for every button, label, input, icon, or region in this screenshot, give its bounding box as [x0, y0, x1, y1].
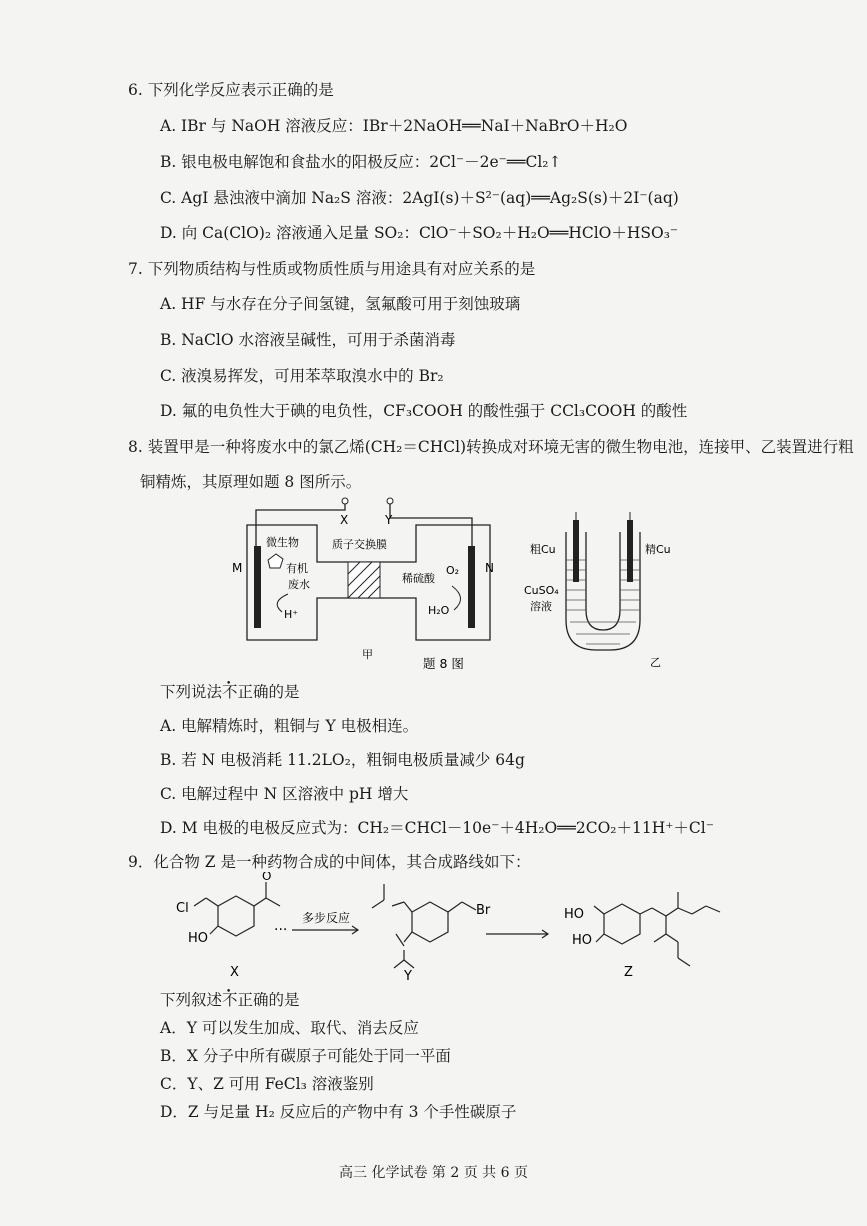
molecule-y-ring: [412, 902, 448, 942]
label-pure-cu: 精Cu: [645, 543, 671, 556]
page-footer: 高三 化学试卷 第 2 页 共 6 页: [339, 1165, 528, 1181]
reaction-arrow-right-icon: [452, 586, 461, 610]
q9-stem: 9．化合物 Z 是一种药物合成的中间体，其合成路线如下：: [128, 853, 531, 871]
label-br: Br: [476, 903, 491, 918]
q6-option-d: D. 向 Ca(ClO)₂ 溶液通入足量 SO₂：ClO⁻＋SO₂＋H₂O══HClO＋HSO₃⁻: [160, 224, 679, 242]
label-m: M: [232, 561, 243, 575]
label-membrane: 质子交换膜: [332, 538, 387, 551]
q8-stem-line2: 铜精炼，其原理如题 8 图所示。: [140, 473, 362, 491]
q7-option-b: B. NaClO 水溶液呈碱性，可用于杀菌消毒: [160, 331, 456, 349]
q8-option-a: A. 电解精炼时，粗铜与 Y 电极相连。: [160, 717, 419, 735]
label-crude-cu: 粗Cu: [530, 543, 556, 556]
label-x-compound: X: [230, 965, 239, 980]
arrow-label: 多步反应: [302, 911, 351, 925]
terminal-y: [387, 498, 393, 504]
label-microbe: 微生物: [266, 536, 299, 549]
dots: ···: [274, 922, 288, 938]
label-ho-z2: HO: [572, 933, 593, 948]
q8-ask: [160, 682, 300, 702]
label-solution: 溶液: [530, 600, 552, 613]
microbe-icon: [268, 554, 283, 568]
q8-figure: [0, 490, 867, 680]
terminal-x: [342, 498, 348, 504]
molecule-x-ring: [218, 896, 254, 936]
q8-ask-pre: 下列说法: [160, 683, 223, 701]
label-y-compound: Y: [404, 969, 412, 984]
q8-option-d: D. M 电极的电极反应式为：CH₂＝CHCl－10e⁻＋4H₂O══2CO₂＋11H⁺＋Cl⁻: [160, 819, 714, 837]
q6-stem: 6. 下列化学反应表示正确的是: [128, 81, 334, 99]
q8-option-c: C. 电解过程中 N 区溶液中 pH 增大: [160, 785, 409, 803]
figure-caption: 题 8 图: [423, 656, 464, 671]
label-organic-2: 废水: [288, 578, 310, 591]
q7-stem: 7. 下列物质结构与性质或物质性质与用途具有对应关系的是: [128, 260, 536, 278]
label-ho-x: HO: [188, 931, 209, 946]
label-cl: Cl: [176, 901, 189, 916]
q9-ask-not: 不: [222, 991, 238, 1009]
electrode-m: [254, 546, 261, 628]
label-o-x: O: [262, 872, 272, 883]
q9-ask: [160, 990, 300, 1010]
q6-option-c: C. AgI 悬浊液中滴加 Na₂S 溶液：2AgI(s)＋S²⁻(aq)══Ag₂S(s)＋2I⁻(aq): [160, 189, 679, 207]
q8-option-b: B. 若 N 电极消耗 11.2LO₂，粗铜电极质量减少 64g: [160, 751, 525, 769]
label-cuso4: CuSO₄: [524, 584, 559, 597]
q8-ask-not: 不: [222, 683, 238, 701]
label-x: X: [340, 513, 349, 527]
u-tube-inner: [586, 532, 620, 630]
label-z-compound: Z: [624, 965, 633, 980]
q6-option-a: A. IBr 与 NaOH 溶液反应：IBr＋2NaOH══NaI＋NaBrO＋H₂O: [160, 117, 628, 135]
label-hplus: H⁺: [284, 608, 299, 621]
molecule-z-ring: [604, 904, 640, 944]
q9-ask-pre: 下列叙述: [160, 991, 223, 1009]
label-acid: 稀硫酸: [402, 572, 435, 585]
label-ho-z1: HO: [564, 907, 585, 922]
electrode-crude-cu: [573, 520, 579, 582]
label-o2: O₂: [446, 564, 460, 577]
q6-option-b: B. 银电极电解饱和食盐水的阳极反应：2Cl⁻－2e⁻══Cl₂↑: [160, 153, 562, 171]
q9-option-b: B．X 分子中所有碳原子可能处于同一平面: [160, 1047, 451, 1065]
label-organic-1: 有机: [286, 562, 308, 575]
q9-option-c: C．Y、Z 可用 FeCl₃ 溶液鉴别: [160, 1075, 374, 1093]
q7-option-d: D. 氟的电负性大于碘的电负性，CF₃COOH 的酸性强于 CCl₃COOH 的酸性: [160, 402, 688, 420]
electrode-n: [468, 546, 475, 628]
label-yi: 乙: [650, 656, 661, 669]
q9-option-d: D．Z 与足量 H₂ 反应后的产物中有 3 个手性碳原子: [160, 1103, 517, 1121]
label-y: Y: [385, 513, 393, 527]
electrode-pure-cu: [627, 520, 633, 582]
wire-n-to-y: [390, 504, 472, 550]
q9-ask-post: 正确的是: [237, 991, 300, 1009]
q8-stem-line1: 8. 装置甲是一种将废水中的氯乙烯(CH₂＝CHCl)转换成对环境无害的微生物电池，连接甲、乙装置进行粗: [128, 438, 854, 456]
label-jia: 甲: [362, 648, 373, 661]
q7-option-a: A. HF 与水存在分子间氢键，氢氟酸可用于刻蚀玻璃: [160, 295, 521, 313]
label-h2o: H₂O: [428, 604, 450, 617]
q7-option-c: C. 液溴易挥发，可用苯萃取溴水中的 Br₂: [160, 367, 444, 385]
q8-ask-post: 正确的是: [237, 683, 300, 701]
q9-option-a: A．Y 可以发生加成、取代、消去反应: [160, 1019, 419, 1037]
label-n: N: [485, 561, 494, 575]
q9-figure: [0, 872, 867, 984]
